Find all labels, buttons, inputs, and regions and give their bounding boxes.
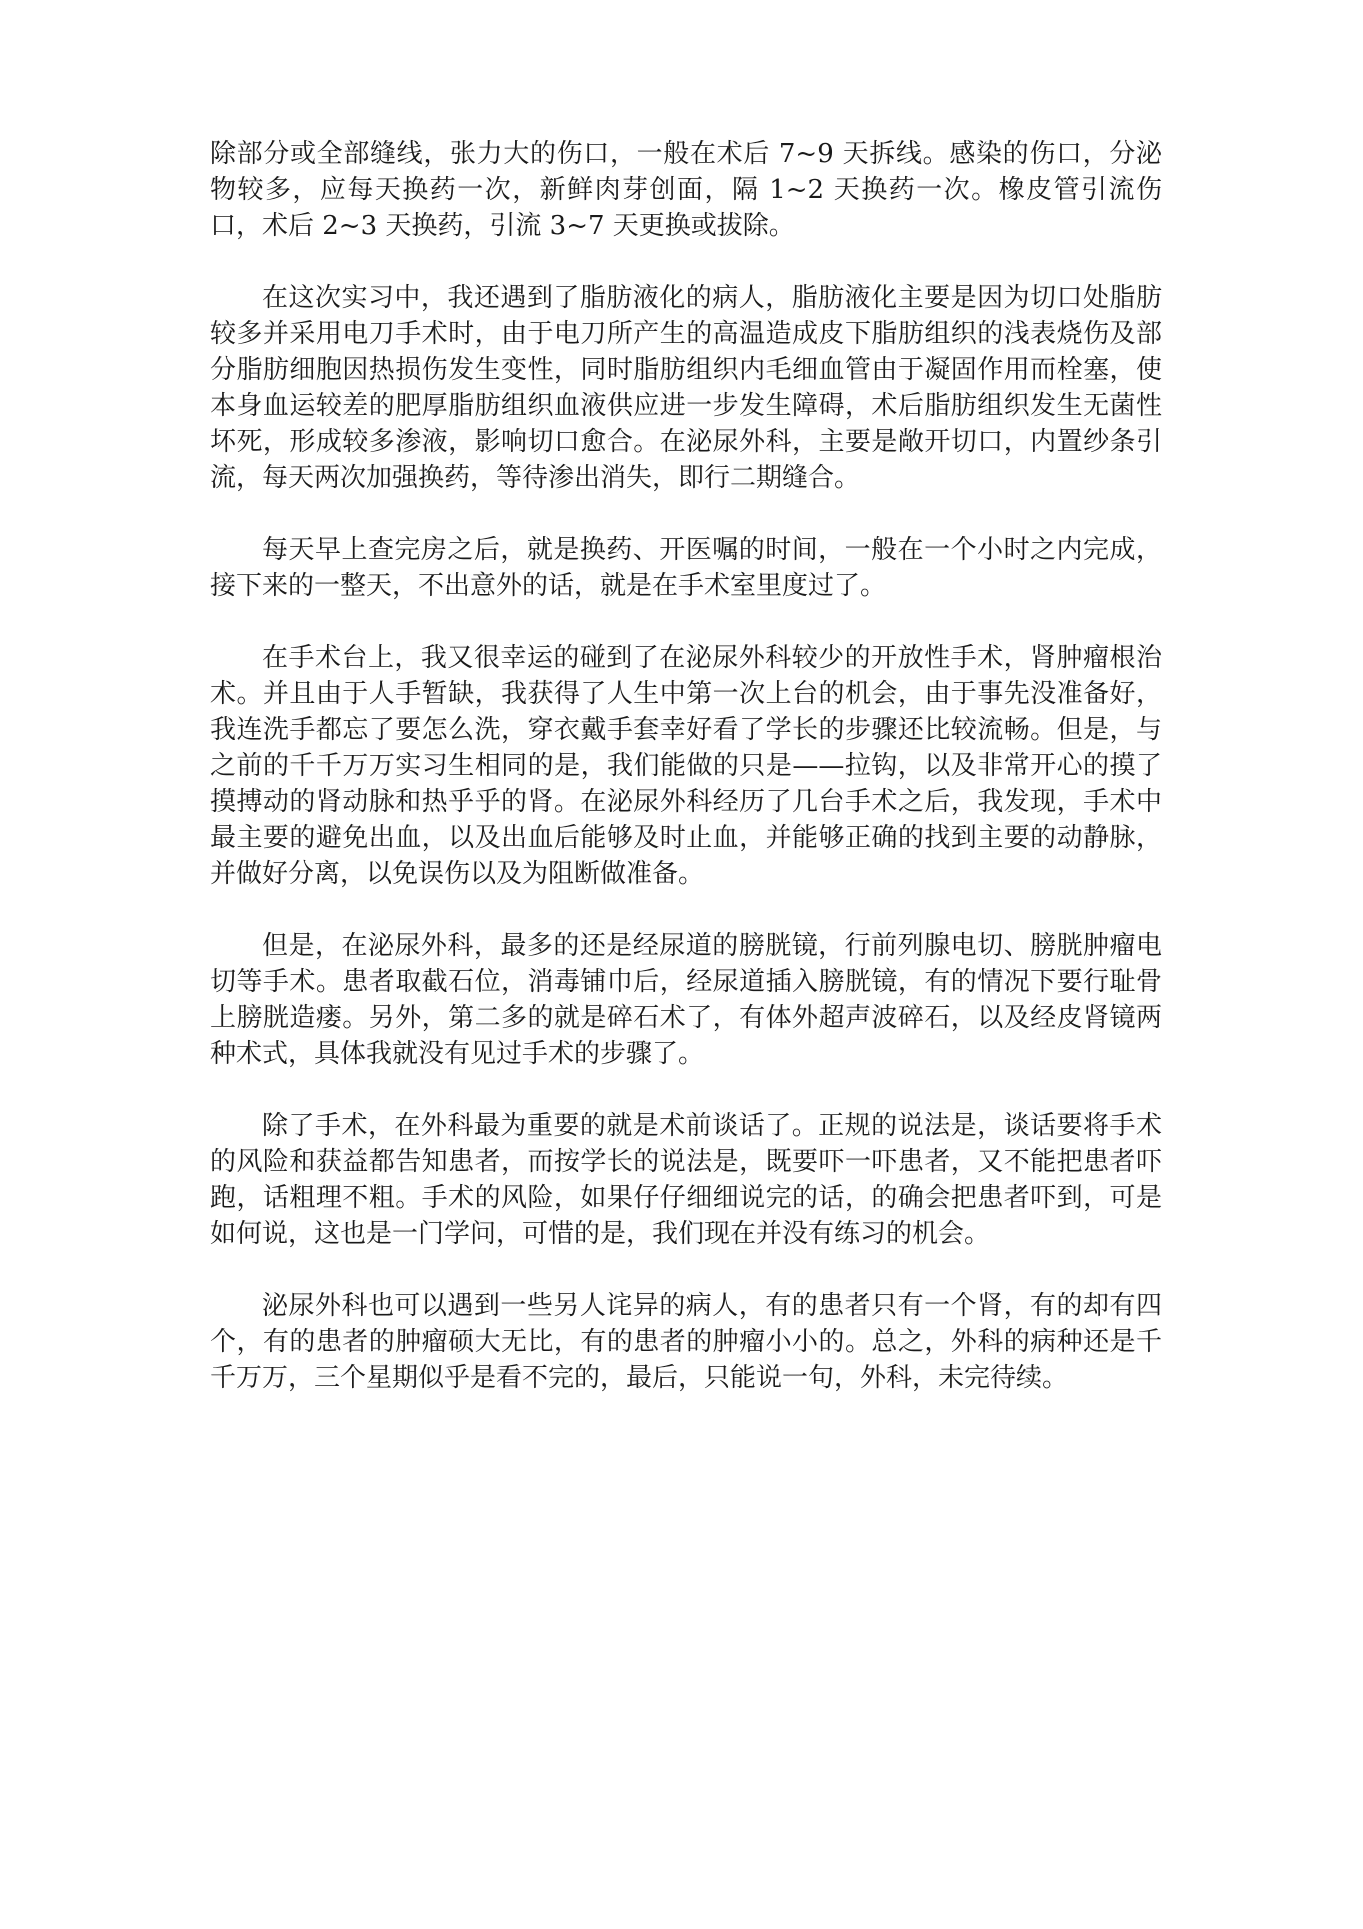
paragraph: 除部分或全部缝线，张力大的伤口，一般在术后 7~9 天拆线。感染的伤口，分泌物较多，应每天换药一次，新鲜肉芽创面，隔 1~2 天换药一次。橡皮管引流伤口，术后 2~3 天换药，引流 3~7 天更换或拔除。 bbox=[210, 139, 1162, 241]
paragraph: 泌尿外科也可以遇到一些另人诧异的病人，有的患者只有一个肾，有的却有四个，有的患者的肿瘤硕大无比，有的患者的肿瘤小小的。总之，外科的病种还是千千万万，三个星期似乎是看不完的，最后，只能说一句，外科，未完待续。 bbox=[210, 1291, 1162, 1393]
paragraph: 但是，在泌尿外科，最多的还是经尿道的膀胱镜，行前列腺电切、膀胱肿瘤电切等手术。患者取截石位，消毒铺巾后，经尿道插入膀胱镜，有的情况下要行耻骨上膀胱造瘘。另外，第二多的就是碎石术了，有体外超声波碎石，以及经皮肾镜两种术式，具体我就没有见过手术的步骤了。 bbox=[210, 931, 1162, 1069]
document-body bbox=[210, 136, 1162, 1432]
paragraph: 在这次实习中，我还遇到了脂肪液化的病人，脂肪液化主要是因为切口处脂肪较多并采用电刀手术时，由于电刀所产生的高温造成皮下脂肪组织的浅表烧伤及部分脂肪细胞因热损伤发生变性，同时脂肪组织内毛细血管由于凝固作用而栓塞，使本身血运较差的肥厚脂肪组织血液供应进一步发生障碍，术后脂肪组织发生无菌性坏死，形成较多渗液，影响切口愈合。在泌尿外科，主要是敞开切口，内置纱条引流，每天两次加强换药，等待渗出消失，即行二期缝合。 bbox=[210, 283, 1162, 493]
paragraph: 除了手术，在外科最为重要的就是术前谈话了。正规的说法是，谈话要将手术的风险和获益都告知患者，而按学长的说法是，既要吓一吓患者，又不能把患者吓跑，话粗理不粗。手术的风险，如果仔仔细细说完的话，的确会把患者吓到，可是如何说，这也是一门学问，可惜的是，我们现在并没有练习的机会。 bbox=[210, 1111, 1162, 1249]
paragraph: 每天早上查完房之后，就是换药、开医嘱的时间，一般在一个小时之内完成，接下来的一整天，不出意外的话，就是在手术室里度过了。 bbox=[210, 535, 1162, 601]
paragraph: 在手术台上，我又很幸运的碰到了在泌尿外科较少的开放性手术，肾肿瘤根治术。并且由于人手暂缺，我获得了人生中第一次上台的机会，由于事先没准备好，我连洗手都忘了要怎么洗，穿衣戴手套幸好看了学长的步骤还比较流畅。但是，与之前的千千万万实习生相同的是，我们能做的只是——拉钩，以及非常开心的摸了摸搏动的肾动脉和热乎乎的肾。在泌尿外科经历了几台手术之后，我发现，手术中最主要的避免出血，以及出血后能够及时止血，并能够正确的找到主要的动静脉，并做好分离，以免误伤以及为阻断做准备。 bbox=[210, 643, 1162, 889]
